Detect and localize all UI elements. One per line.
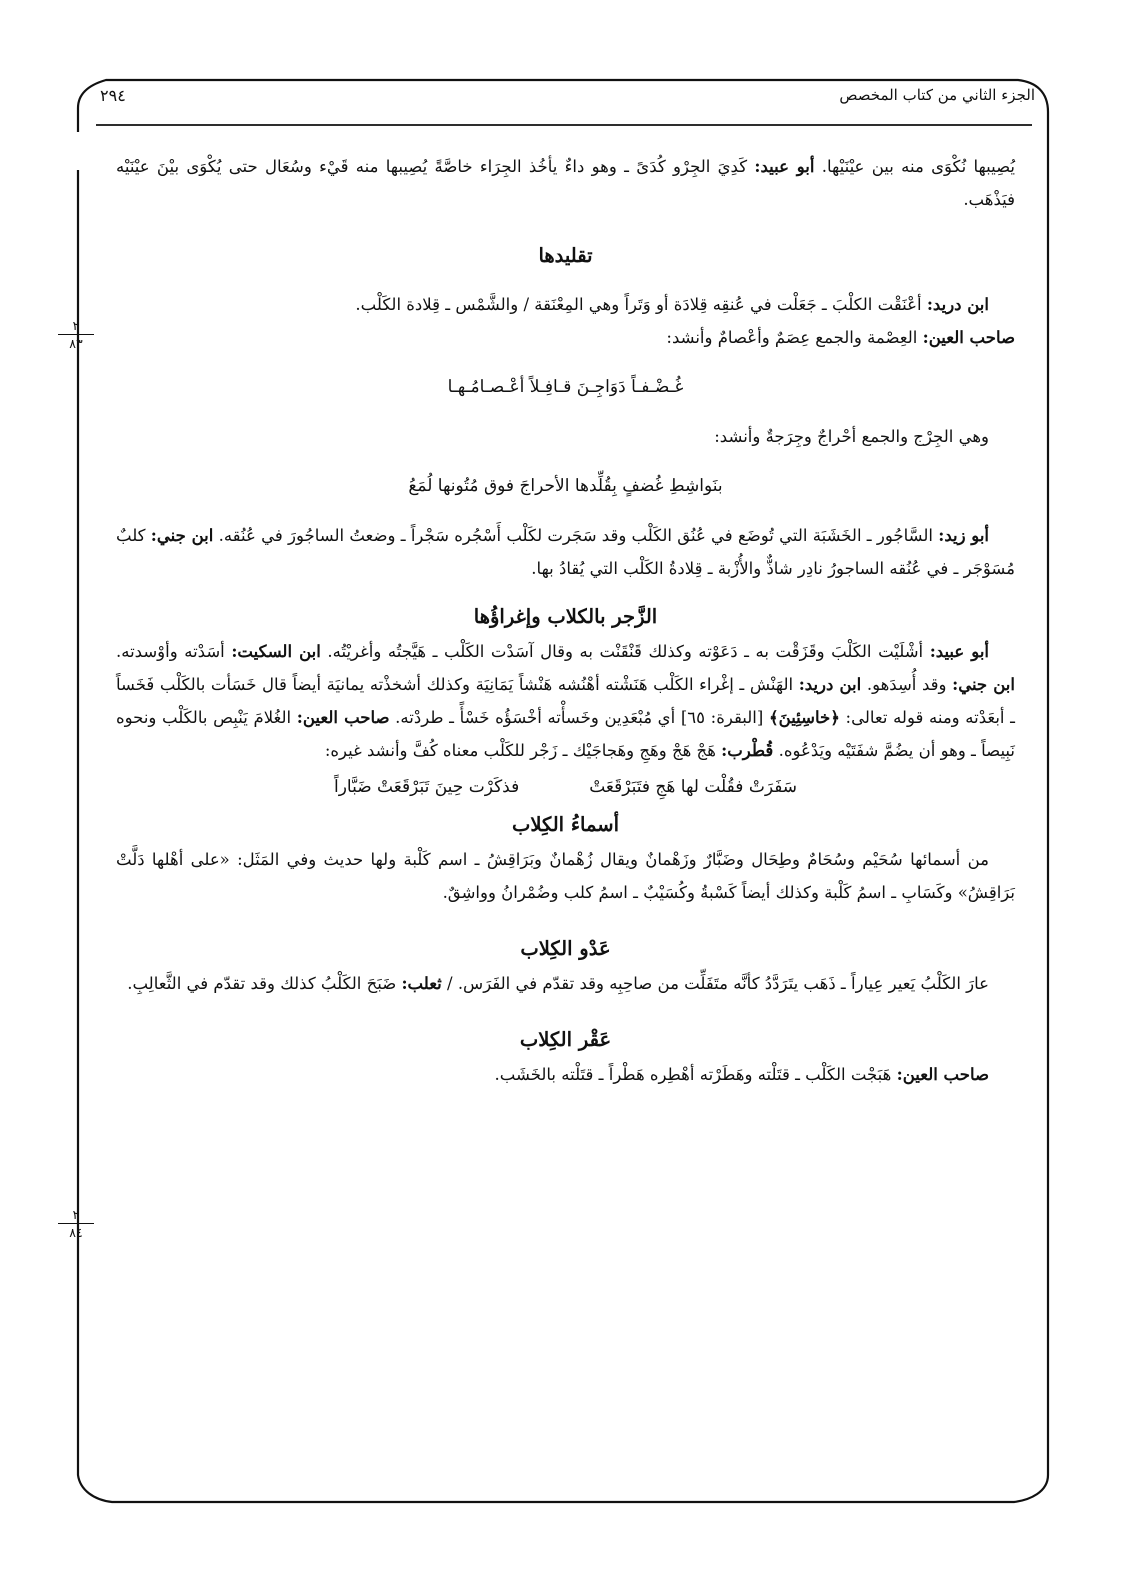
margin-ref-bottom: ٨٤	[69, 1225, 83, 1240]
page-body	[116, 150, 1015, 1091]
speaker-name: ابن جني:	[150, 526, 214, 545]
paragraph-3: صاحب العين: العِصْمة والجمع عِصَمٌ وأعْصامٌ وأنشد:	[666, 328, 1015, 347]
paragraph-2: ابن دريد: أعْنَقْت الكلْبَ ـ جَعَلْت في عُنقِه قِلادَة أو وَتَراً وهي المِعْنَقة / والشَّمْس ـ قِلادة الكَلْب.	[355, 295, 989, 314]
poem-verse-2: بنَواشِطِ غُضفٍ بِقُلِّدها الأحراجَ فوق مُتُونها لُمَعُ	[408, 476, 723, 496]
paragraph-8: عارَ الكَلْبُ يَعير عِياراً ـ ذَهَب يتَرَدَّدُ كأنَّه متَفَلِّت من صاحِبِه وقد تقدّم في الفَرَس. / ثعلب: ضَبَحَ الكَلْبُ كذلك وقد تقدّم في الثَّعالِبِ.	[127, 974, 989, 993]
speaker-name: قُطْرب:	[721, 741, 774, 760]
speaker-name: أبو عبيد:	[929, 642, 989, 661]
paragraph-6: أبو عبيد: أشْلَيْت الكَلْبَ وقَزَقْت به ـ دَعَوْته وكذلك قَنْقَنْت به وقال آسَدْت الكَلْب ـ هَيَّجتُه وأغريْتُه. ابن السكيت: أسَدْته وأوْسدته. ابن جني: وقد أُسِدَهو. ابن دريد: الهَنْش ـ إغْراء الكَلْب هَنَشْته أهْنُشه هَنْشاً يَمَانِيَة وكذلك أشخذْته يمانيَة أيضاً قال خَسَأت بالكَلْب فَخَساً ـ أبعَدْته ومنه قوله تعالى: ﴿خاسِئِينَ﴾ [البقرة: ٦٥] أي مُبْعَدِين وخَسأْته أخْسَؤُه خَسْأً ـ طردْته. صاحب العين: الغُلامَ يَنْبِص بالكَلْب ونحوه نَبِيصاً ـ وهو أن يضُمَّ شفَتَيْه ويَدْعُوه. قُطْرب: هَجْ هَجْ وهَجِ وهَجاجَيْك ـ زَجْر للكَلْب معناه كُفَّ وأنشد غيره:	[116, 642, 1015, 760]
hemistich-left: فذكَرْت حِينَ تَبَرْقَعَتْ ضَبَّاراً	[333, 777, 520, 797]
section-heading: الزَّجر بالكلاب وإغراؤُها	[473, 605, 658, 628]
paragraph-4: وهي الجِرْج والجمع أحْراجٌ وجِرَجةٌ وأنشد:	[714, 427, 989, 446]
paragraph-7: من أسمائها سُحَيْم وسُحَامٌ وطِحَال وضَبَّارٌ وزَهْمانٌ ويقال زُهْمانٌ وبَرَاقِشُ ـ اسم كَلْبة ولها حديث وفي المَثَل: «على أهْلها دَلَّتْ بَرَاقِشُ» وكَسَابِ ـ اسمُ كَلْبة وكذلك أيضاً كَسْبةُ وكُسَيْبٌ ـ اسمُ كلب وضُمْرانُ وواشِقٌ.	[116, 850, 1015, 902]
speaker-name: ابن جني:	[952, 675, 1015, 694]
hemistich-right: سَفَرَتْ فقُلْت لها هَجِ فتَبَرْقَعَتْ	[589, 777, 798, 797]
section-heading: تقليدها	[538, 244, 593, 267]
margin-ref-top: ٢	[58, 318, 94, 335]
speaker-name: أبو زيد:	[938, 526, 990, 545]
speaker-name: ثعلب:	[401, 974, 442, 993]
speaker-name: صاحب العين:	[296, 708, 390, 727]
paragraph-9: صاحب العين: هَبَجْت الكَلْب ـ قتَلْته وهَطَرْته أهْطِره هَطْراً ـ قتَلْته بالخَشَب.	[494, 1065, 989, 1084]
section-heading: عَدْو الكِلاب	[520, 937, 611, 960]
speaker-name: أبو عبيد:	[754, 157, 815, 176]
page-number: ٢٩٤	[100, 85, 126, 105]
poem-verse-1: غُـضْـفـاً دَوَاجِـنَ قـافِـلاً أعْـصـامُـهـا	[447, 377, 684, 397]
book-title: الجزء الثاني من كتاب المخصص	[839, 86, 1035, 104]
paragraph-5: أبو زيد: السَّاجُور ـ الخَشَبَة التي تُوضَع في عُنُق الكَلْب وقد سَجَرت لكَلْب أَسْجُره سَجْراً ـ وضعتُ الساجُورَ في عُنُقه. ابن جني: كلبٌ مُسَوْجَر ـ في عُنُقه الساجورُ نادِر شاذٌّ والأُزْبة ـ قِلادةُ الكَلْب التي يُقادُ بها.	[116, 526, 1015, 578]
margin-ref-bottom: ٨٣	[69, 336, 83, 351]
quran-quote: ﴿خاسِئِينَ﴾	[768, 708, 840, 727]
speaker-name: ابن السكيت:	[231, 642, 321, 661]
speaker-name: صاحب العين:	[896, 1065, 989, 1084]
section-heading: أسماءُ الكِلاب	[511, 813, 620, 836]
speaker-name: ابن دريد:	[926, 295, 989, 314]
margin-ref-top: ٢	[58, 1207, 94, 1224]
margin-reference-2	[58, 1207, 94, 1240]
margin-reference-1	[58, 318, 94, 351]
speaker-name: صاحب العين:	[922, 328, 1015, 347]
running-header	[100, 80, 1035, 110]
poem-verse-3	[116, 767, 1015, 807]
section-heading: عَقْر الكِلاب	[519, 1028, 612, 1051]
paragraph-1: يُصِيبها نُكْوَى منه بين عيْنَيْها. أبو عبيد: كَدِيَ الجِرْو كُدَىً ـ وهو داءٌ يأخُذ الجِرَاء خاصَّةً يُصِيبها منه قَيْء وسُعَال حتى يُكْوَى بيْنَ عيْنَيْه فيَذْهَب.	[116, 157, 1016, 209]
speaker-name: ابن دريد:	[798, 675, 862, 694]
